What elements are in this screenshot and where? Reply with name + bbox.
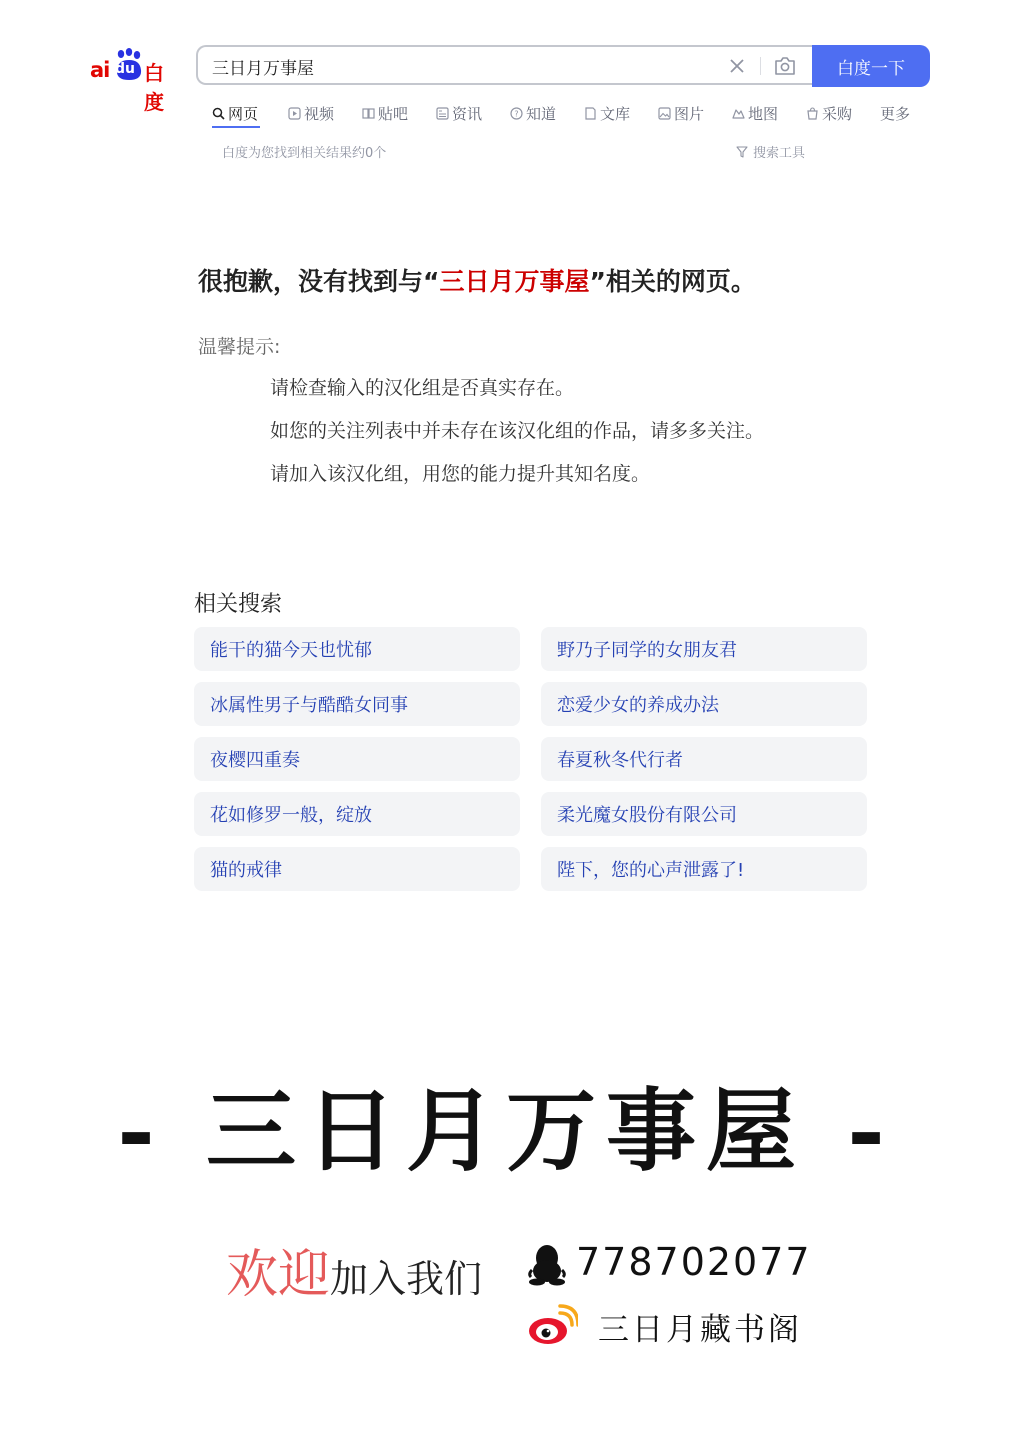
qq-number: 778702077 xyxy=(576,1240,812,1284)
active-tab-indicator xyxy=(212,126,260,128)
no-results-message xyxy=(198,262,756,298)
related-search-item[interactable]: 花如修罗一般，绽放 xyxy=(194,792,520,836)
tab-label: 资讯 xyxy=(452,104,483,123)
no-results-suffix: ”相关的网页。 xyxy=(589,267,756,296)
tip-item: 如您的关注列表中并未存在该汉化组的作品，请多多关注。 xyxy=(270,420,765,442)
tab-label: 知道 xyxy=(526,104,557,123)
tab-label: 文库 xyxy=(600,104,631,123)
document-icon xyxy=(584,107,597,120)
no-results-keyword: 三日月万事屋 xyxy=(439,267,590,296)
tab-news[interactable] xyxy=(436,98,482,128)
tieba-icon xyxy=(362,107,375,120)
weibo-icon xyxy=(528,1304,578,1346)
news-icon xyxy=(436,107,449,120)
no-results-prefix: 很抱歉，没有找到与“ xyxy=(198,267,440,296)
related-searches-title: 相关搜索 xyxy=(194,592,283,617)
tab-label: 图片 xyxy=(674,104,705,123)
map-icon xyxy=(732,107,745,120)
tab-purchase[interactable] xyxy=(806,98,852,128)
related-search-item[interactable]: 能干的猫今天也忧郁 xyxy=(194,627,520,671)
search-icon xyxy=(212,107,225,120)
tab-label: 地图 xyxy=(748,104,779,123)
related-search-item[interactable]: 冰属性男子与酷酷女同事 xyxy=(194,682,520,726)
group-banner-title: - 三日月万事屋 - xyxy=(117,1078,895,1184)
tab-wenku[interactable] xyxy=(584,98,630,128)
tips-label: 温馨提示: xyxy=(198,336,281,358)
tab-map[interactable] xyxy=(732,98,778,128)
baidu-logo[interactable] xyxy=(90,48,182,114)
welcome-rest: 加入我们 xyxy=(330,1257,483,1301)
tab-video[interactable] xyxy=(288,98,334,128)
shop-icon xyxy=(806,107,819,120)
logo-ai-text: ai xyxy=(90,58,110,82)
related-search-item[interactable]: 柔光魔女股份有限公司 xyxy=(541,792,867,836)
related-search-item[interactable]: 夜樱四重奏 xyxy=(194,737,520,781)
weibo-account-name: 三日月藏书阁 xyxy=(598,1312,802,1348)
divider xyxy=(760,57,761,75)
related-search-item[interactable]: 猫的戒律 xyxy=(194,847,520,891)
related-search-item[interactable]: 陛下，您的心声泄露了! xyxy=(541,847,867,891)
tab-images[interactable] xyxy=(658,98,704,128)
welcome-text xyxy=(226,1232,482,1307)
video-icon xyxy=(288,107,301,120)
image-icon xyxy=(658,107,671,120)
tab-more[interactable] xyxy=(880,98,910,128)
svg-text:?: ? xyxy=(514,109,519,118)
question-icon xyxy=(510,107,523,120)
related-search-item[interactable]: 野乃子同学的女朋友君 xyxy=(541,627,867,671)
search-input[interactable] xyxy=(212,56,692,76)
search-tools-button[interactable] xyxy=(736,142,805,161)
related-search-item[interactable]: 恋爱少女的养成办法 xyxy=(541,682,867,726)
tab-label: 网页 xyxy=(228,104,259,123)
tab-tieba[interactable] xyxy=(362,98,408,128)
search-box xyxy=(196,45,812,85)
filter-icon xyxy=(736,146,748,158)
related-search-item[interactable]: 春夏秋冬代行者 xyxy=(541,737,867,781)
tab-web[interactable] xyxy=(212,98,258,128)
search-tools-label: 搜索工具 xyxy=(753,146,806,161)
tip-item: 请加入该汉化组，用您的能力提升其知名度。 xyxy=(270,463,651,485)
tab-label: 贴吧 xyxy=(378,104,409,123)
qq-penguin-icon xyxy=(528,1244,566,1286)
tab-label: 视频 xyxy=(304,104,335,123)
clear-icon[interactable] xyxy=(728,57,746,75)
tab-zhidao[interactable] xyxy=(510,98,556,128)
logo-du-text: du xyxy=(115,61,135,77)
result-count: 白度为您找到相关结果约0个 xyxy=(222,146,387,161)
logo-text: 白度 xyxy=(144,61,164,114)
welcome-highlight: 欢迎 xyxy=(226,1245,331,1305)
tip-item: 请检查输入的汉化组是否真实存在。 xyxy=(270,377,575,399)
tab-label: 采购 xyxy=(822,104,853,123)
tab-label: 更多 xyxy=(880,104,911,123)
camera-icon[interactable] xyxy=(774,56,796,76)
search-button[interactable]: 白度一下 xyxy=(812,45,930,87)
